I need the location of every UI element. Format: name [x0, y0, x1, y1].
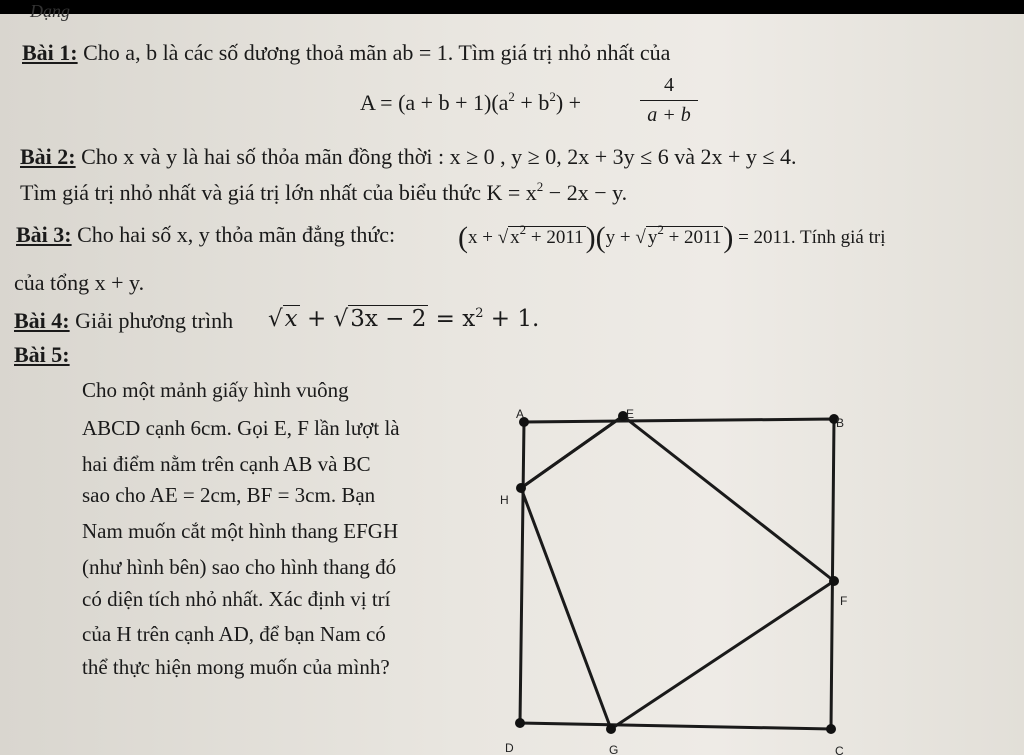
- exponent: 2: [549, 89, 556, 104]
- problem-4-label: Bài 4:: [14, 308, 70, 333]
- problem-5-line: [14, 344, 70, 366]
- problem-5-label: Bài 5:: [14, 342, 70, 367]
- problem-3-line-2: của tổng x + y.: [14, 270, 145, 295]
- exponent: 2: [536, 179, 544, 194]
- problem-5-text-line: sao cho AE = 2cm, BF = 3cm. Bạn: [82, 483, 376, 507]
- problem-1-text: Cho a, b là các số dương thoả mãn ab = 1. Tìm giá trị nhỏ nhất của: [83, 40, 671, 65]
- problem-4-text: Giải phương trình: [75, 308, 234, 333]
- radicand-tail: + 2011: [526, 227, 584, 248]
- radicand: 3x − 2: [350, 306, 427, 332]
- radicand: x: [284, 306, 298, 332]
- problem-3-text-tail: . Tính giá trị: [790, 227, 886, 248]
- exponent: 2: [475, 306, 484, 321]
- problem-5-text-line: hai điểm nằm trên cạnh AB và BC: [82, 452, 371, 476]
- label-e: E: [626, 407, 635, 421]
- problem-5-text-line: ABCD cạnh 6cm. Gọi E, F lần lượt là: [82, 416, 400, 440]
- problem-3-text: Cho hai số x, y thỏa mãn đẳng thức:: [77, 222, 396, 247]
- problem-2-text: Cho x và y là hai số thỏa mãn đồng thời : x ≥ 0 , y ≥ 0, 2x + 3y ≤ 6 và 2x + y ≤ 4.: [81, 144, 797, 169]
- label-c: C: [835, 744, 844, 755]
- problem-2-text-2-tail: − 2x − y.: [543, 180, 628, 205]
- paper-page: [0, 1, 1024, 755]
- problem-3-line: [16, 224, 395, 246]
- problem-1-label: Bài 1:: [22, 40, 78, 65]
- label-f: F: [840, 594, 848, 608]
- point-d: [515, 718, 525, 728]
- formula-part: = 2011: [738, 227, 791, 248]
- square-diagram: [490, 382, 870, 755]
- point-f: [829, 576, 839, 586]
- problem-4-formula: $√x + √3x - 2 = x^2 + 1$.: [268, 306, 540, 332]
- problem-3-label: Bài 3:: [16, 222, 72, 247]
- radicand-tail: + 2011: [663, 227, 722, 248]
- square-outline: [520, 419, 834, 729]
- formula-part: ) +: [555, 90, 582, 115]
- label-b: B: [836, 416, 845, 430]
- exponent: 2: [508, 89, 515, 104]
- formula-part: A = (a + b + 1)(a: [360, 90, 509, 115]
- problem-3-formula: (x + √ $x^2 + 2011)(y$ + √ $y^2 + 2011) = 2011$. Tính giá trị: [458, 221, 886, 254]
- formula-part: = x: [435, 306, 476, 332]
- header-fragment: Dạng: [30, 1, 70, 21]
- exponent: 2: [657, 222, 664, 237]
- label-a: A: [516, 407, 525, 421]
- label-g: G: [609, 743, 619, 755]
- problem-1-formula: [360, 89, 582, 115]
- problem-5-text-line: thể thực hiện mong muốn của mình?: [82, 655, 390, 679]
- exponent: 2: [519, 222, 527, 237]
- radicand: x: [510, 227, 520, 248]
- formula-part: + b: [514, 90, 550, 115]
- problem-5-text-line: Cho một mảnh giấy hình vuông: [82, 378, 349, 402]
- problem-1-line: [22, 42, 670, 64]
- formula-part: +: [306, 306, 327, 332]
- fraction-numerator: 4: [640, 74, 698, 101]
- problem-4-line: [14, 310, 233, 332]
- problem-5-text-line: có diện tích nhỏ nhất. Xác định vị trí: [82, 587, 391, 611]
- problem-1-fraction: [640, 74, 698, 127]
- diagonal-he: [521, 416, 623, 488]
- formula-part: y +: [605, 227, 631, 248]
- fraction-denominator: a + b: [647, 104, 691, 126]
- label-d: D: [505, 741, 514, 755]
- problem-5-text-line: của H trên cạnh AD, để bạn Nam có: [82, 622, 386, 646]
- problem-2-line-2: [20, 179, 628, 205]
- formula-part: + 1.: [483, 306, 540, 332]
- point-h: [516, 483, 526, 493]
- problem-2-text-2: Tìm giá trị nhỏ nhất và giá trị lớn nhất của biểu thức K = x: [20, 180, 537, 205]
- formula-part: x +: [468, 227, 493, 248]
- label-h: H: [500, 493, 509, 507]
- point-g: [606, 724, 616, 734]
- problem-2-label: Bài 2:: [20, 144, 76, 169]
- point-c: [826, 724, 836, 734]
- radicand: y: [647, 227, 658, 248]
- problem-5-text-line: (như hình bên) sao cho hình thang đó: [82, 555, 397, 579]
- trapezoid-efgh: [521, 416, 834, 729]
- problem-5-text-line: Nam muốn cắt một hình thang EFGH: [82, 519, 399, 543]
- problem-2-line: [20, 146, 796, 168]
